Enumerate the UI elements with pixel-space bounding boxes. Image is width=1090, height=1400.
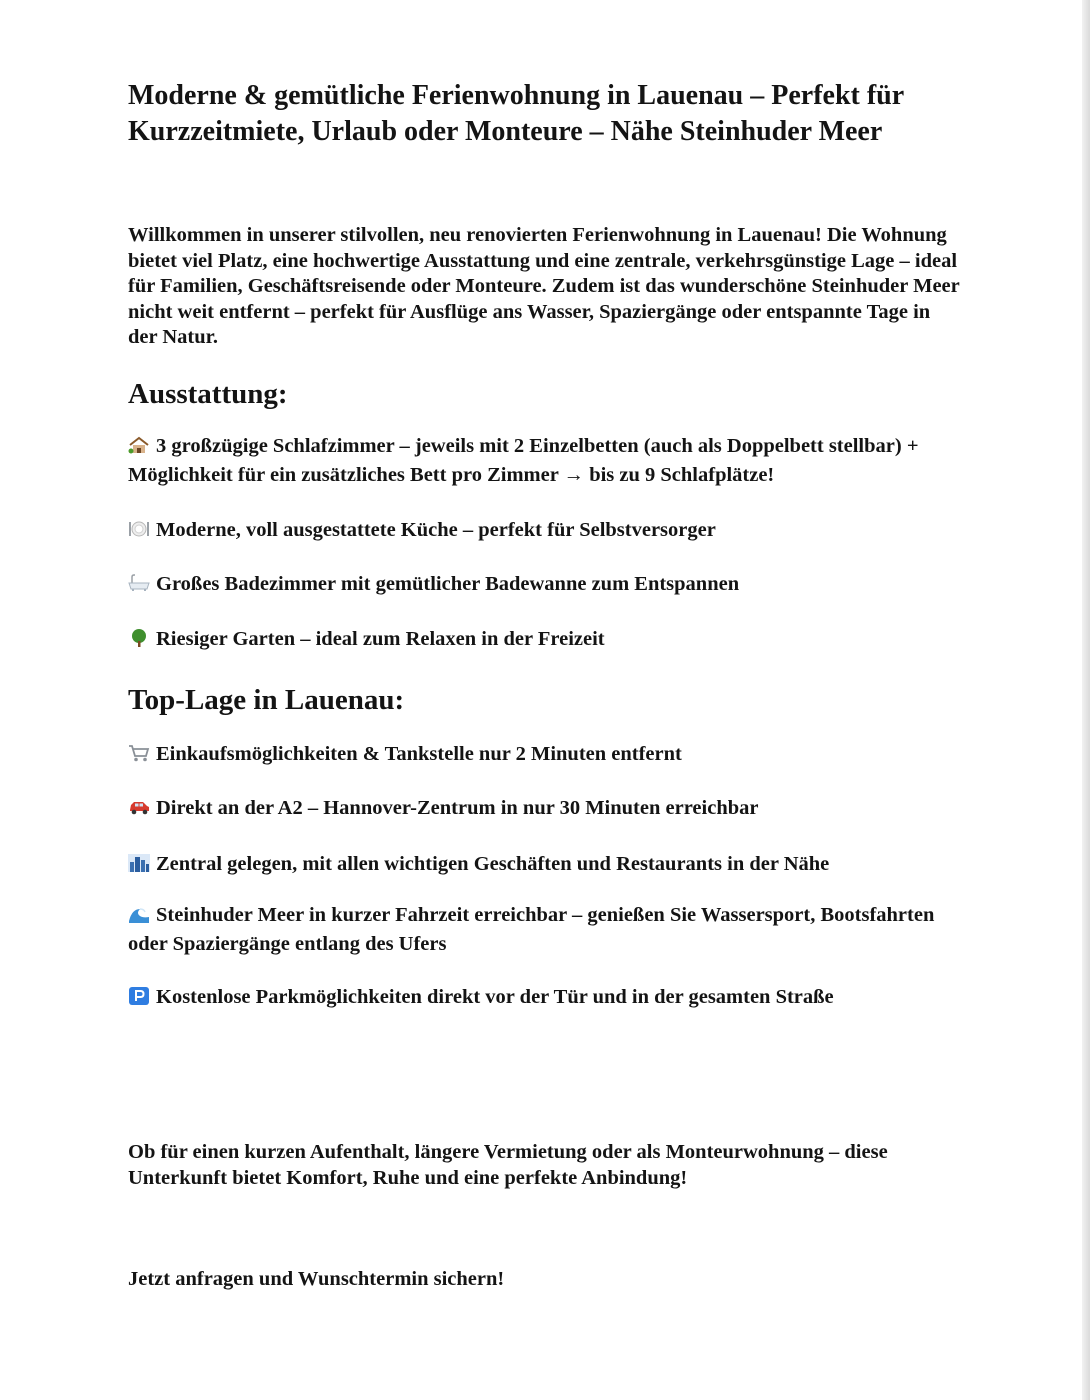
wave-icon — [128, 905, 150, 923]
list-item — [128, 432, 973, 490]
list-item — [128, 794, 973, 823]
car-icon — [128, 798, 150, 816]
item-text: Riesiger Garten – ideal zum Relaxen in der Freizeit — [156, 628, 605, 650]
document-title: Moderne & gemütliche Ferienwohnung in Lauenau – Perfekt für Kurzzeitmiete, Urlaub oder Monteure – Nähe Steinhuder Meer — [128, 80, 904, 147]
section-heading-lage: Top-Lage in Lauenau: — [128, 684, 405, 716]
item-text: Einkaufsmöglichkeiten & Tankstelle nur 2 Minuten entfernt — [156, 743, 682, 765]
item-text: Kostenlose Parkmöglichkeiten direkt vor der Tür und in der gesamten Straße — [156, 986, 834, 1008]
parking-icon — [128, 987, 150, 1005]
list-item — [128, 901, 973, 959]
item-text: Direkt an der A2 – Hannover-Zentrum in nur 30 Minuten erreichbar — [156, 797, 759, 819]
shopping-cart-icon — [128, 744, 150, 762]
list-item — [128, 740, 973, 769]
list-item — [128, 516, 973, 545]
house-icon — [128, 436, 150, 454]
list-item — [128, 625, 973, 654]
list-item — [128, 983, 973, 1012]
plate-cutlery-icon — [128, 520, 150, 538]
item-text: Steinhuder Meer in kurzer Fahrzeit erreichbar – genießen Sie Wassersport, Bootsfahrten oder Spaziergänge entlang des Ufers — [128, 904, 935, 955]
bathtub-icon — [128, 574, 150, 592]
city-icon — [128, 854, 150, 872]
item-text: Großes Badezimmer mit gemütlicher Badewanne zum Entspannen — [156, 573, 740, 595]
section-heading-ausstattung: Ausstattung: — [128, 378, 288, 410]
list-item — [128, 850, 973, 879]
tree-icon — [128, 629, 150, 647]
intro-paragraph: Willkommen in unserer stilvollen, neu renovierten Ferienwohnung in Lauenau! Die Wohnung bietet viel Platz, eine hochwertige Ausstattung und eine zentrale, verkehrsgünstige Lage – ideal für Familien, Geschäftsreisende oder Monteure. Zudem ist das wunderschöne Steinhuder Meer nicht weit entfernt – perfekt für Ausflüge ans Wasser, Spaziergänge oder entspannte Tage in der Natur. — [128, 224, 960, 349]
item-text: Moderne, voll ausgestattete Küche – perfekt für Selbstversorger — [156, 519, 716, 541]
call-to-action: Jetzt anfragen und Wunschtermin sichern! — [128, 1268, 505, 1290]
item-text: 3 großzügige Schlafzimmer – jeweils mit 2 Einzelbetten (auch als Doppelbett stellbar) + Möglichkeit für ein zusätzliches Bett pro Zimmer → bis zu 9 Schlafplätze! — [128, 435, 919, 486]
document-page — [128, 0, 978, 1400]
closing-paragraph: Ob für einen kurzen Aufenthalt, längere Vermietung oder als Monteurwohnung – diese Unterkunft bietet Komfort, Ruhe und eine perfekte Anbindung! — [128, 1141, 888, 1189]
item-text: Zentral gelegen, mit allen wichtigen Geschäften und Restaurants in der Nähe — [156, 853, 830, 875]
page-edge-shadow — [1082, 0, 1090, 1400]
list-item — [128, 570, 973, 599]
